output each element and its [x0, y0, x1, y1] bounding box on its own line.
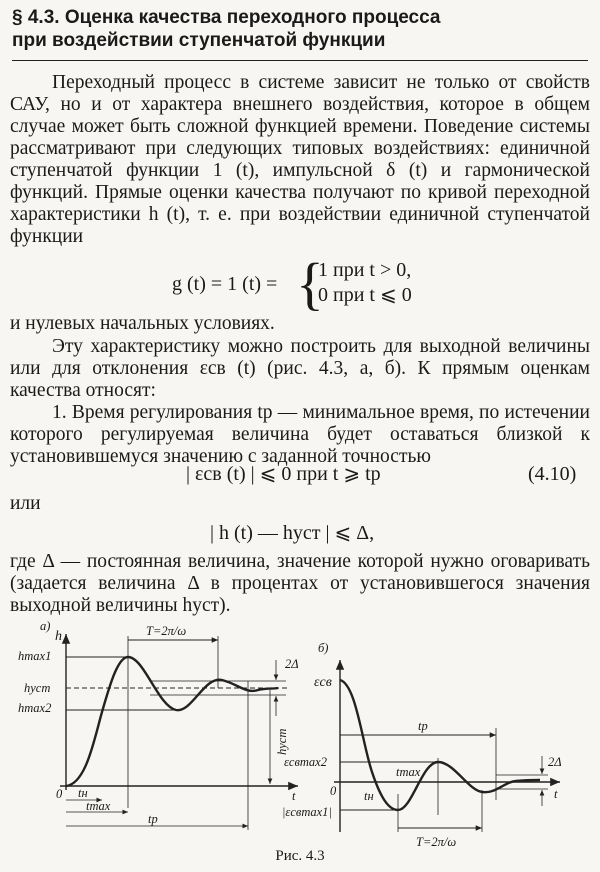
figure-caption: Рис. 4.3	[275, 848, 325, 864]
paragraph-delta: где Δ — постоянная величина, значение которой нужно оговаривать (задается величина Δ в процентах от установившегося значения выходной величины hуст).	[10, 551, 590, 616]
tmax-label-b: tmax	[396, 765, 421, 779]
eps-max2-label: εсвmax2	[284, 755, 327, 769]
tmax-label-a: tmax	[86, 799, 111, 813]
panel-b-y-axis-label: εсв	[314, 675, 332, 690]
tp-label-a: tр	[148, 812, 158, 826]
panel-a-origin: 0	[56, 787, 63, 801]
paragraph-or: или	[10, 493, 41, 514]
panel-a-label: а)	[40, 619, 51, 633]
delta-label-a: 2Δ	[285, 657, 299, 671]
hust-vertical-label: hуст	[275, 728, 289, 755]
transient-curve-a	[66, 657, 278, 786]
hmax2-label: hmax2	[18, 701, 52, 715]
paragraph-initial-conditions: и нулевых начальных условиях.	[10, 313, 275, 334]
panel-b-t-axis-label: t	[554, 787, 558, 801]
tp-label-b: tр	[418, 719, 428, 733]
panel-b-labels	[282, 641, 562, 849]
panel-a-t-axis-label: t	[292, 789, 296, 803]
period-label-a: T=2π/ω	[146, 624, 187, 638]
formula-case-positive: 1 при t > 0,	[318, 259, 412, 281]
panel-b	[334, 660, 560, 832]
panel-b-origin: 0	[330, 784, 337, 798]
formula-step-function-lhs: g (t) = 1 (t) =	[172, 273, 278, 295]
tn-label-b: tн	[364, 789, 374, 803]
section-title-line-1: § 4.3. Оценка качества переходного процесса	[12, 7, 441, 28]
eps-max1-label: |εсвmax1|	[282, 805, 332, 819]
period-label-b: T=2π/ω	[416, 835, 457, 849]
panel-a-labels	[18, 619, 299, 826]
formula-deviation-bound: | h (t) — hуст | ⩽ Δ,	[210, 522, 375, 544]
paragraph-characteristic: Эту характеристику можно построить для выходной величины или для отклонения εсв (t) (рис. 4.3, а, б). К прямым оценкам качества относят:	[10, 336, 590, 401]
hust-label: hуст	[24, 681, 51, 695]
formula-case-nonpositive: 0 при t ⩽ 0	[318, 284, 412, 306]
tn-label-a: tн	[78, 786, 88, 800]
equation-number: (4.10)	[528, 463, 577, 485]
panel-a-y-axis-label: h	[55, 629, 62, 644]
paragraph-intro: Переходный процесс в системе зависит не только от свойств САУ, но и от характера внешнего воздействия, которое в общем случае может быть сложной функцией времени. Поведение системы рассматривают при следующих типовых воздействиях: единичной ступенчатой функции 1 (t), импульсной δ (t) и гармонической функций. Прямые оценки качества получают по кривой переходной характеристики h (t), т. е. при воздействии единичной ступенчатой функции	[10, 72, 590, 247]
formula-error-bound: | εсв (t) | ⩽ 0 при t ⩾ tр	[186, 463, 381, 485]
section-title-line-2: при воздействии ступенчатой функции	[12, 30, 386, 51]
delta-label-b: 2Δ	[548, 755, 562, 769]
hmax1-label: hmax1	[18, 649, 52, 663]
formula-brace: {	[296, 251, 324, 316]
panel-b-label: б)	[318, 641, 329, 655]
paragraph-settling-time: 1. Время регулирования tр — минимальное время, по истечении которого регулируемая величина будет оставаться близкой к установившемуся значению с заданной точностью	[10, 402, 590, 467]
